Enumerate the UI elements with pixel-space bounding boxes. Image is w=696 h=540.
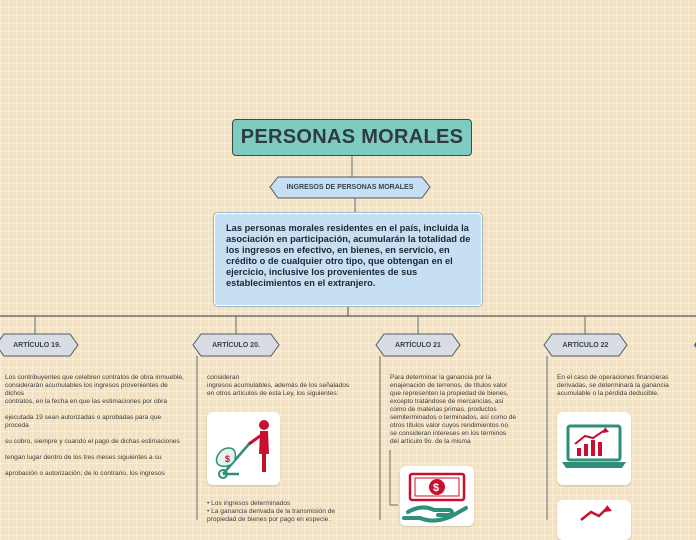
branch-text-art19: Los contribuyentes que celebren contratos de obra inmueble, considerarán acumulables los ingresos provenientes de dichos contratos, en la fecha en que las estimaciones por obra ejecutada 19 sean autorizadas o aprobadas para que proceda su cobro, siempre y cuando el pago de dichas estimaciones tengan lugar dentro de los tres meses siguientes a su aprobación o autorización; de lo contrario, los ingresos <box>5 374 184 477</box>
branch-label-art19[interactable]: ARTÍCULO 19. <box>13 341 61 349</box>
subtitle-topic[interactable]: INGRESOS DE PERSONAS MORALES <box>286 184 414 191</box>
svg-text:$: $ <box>433 482 440 494</box>
bullet-2-art20: • La ganancia derivada de la transmisión de propiedad de bienes por pago en especie. <box>207 508 336 523</box>
branch-label-art20[interactable]: ARTÍCULO 20. <box>212 341 260 349</box>
hand-cash-icon <box>400 466 474 526</box>
svg-text:$: $ <box>225 454 231 464</box>
bullet-1-art20: • Los ingresos determinados <box>207 500 291 507</box>
branch-label-art21[interactable]: ARTÍCULO 21 <box>395 341 441 349</box>
hand-truck-money-icon <box>207 412 280 485</box>
branch-text-art22: En el caso de operaciones financieras derivadas, se determinará la ganancia acumulable o la pérdida deducible. <box>557 374 669 397</box>
branch-text-art20: consideran ingresos acumulables, además de los señalados en otros artículos de esta Ley, los siguientes: <box>207 374 350 397</box>
branch-label-art22[interactable]: ARTÍCULO 22 <box>562 341 609 349</box>
trend-chart-icon <box>557 500 631 540</box>
branch-text-art21: Para determinar la ganancia por la enajenación de terrenos, de títulos valor que representen la propiedad de bienes, excepto tratándose de mercancías, así como de materias primas, productos semiterminados o terminados, así como de otros títulos valor cuyos rendimientos no se consideran intereses en los términos del artículo 9o. de la misma <box>390 374 517 445</box>
main-description[interactable]: Las personas morales residentes en el país, incluida la asociación en participación, acumularán la totalidad de los ingresos en efectivo, en bienes, en servicio, en crédito o de cualquier otro tipo, que obtengan en el ejercicio, inclusive los provenientes de sus establecimientos en el extranjero. <box>214 213 482 306</box>
main-title[interactable]: PERSONAS MORALES <box>232 119 472 156</box>
laptop-chart-icon <box>557 412 631 485</box>
